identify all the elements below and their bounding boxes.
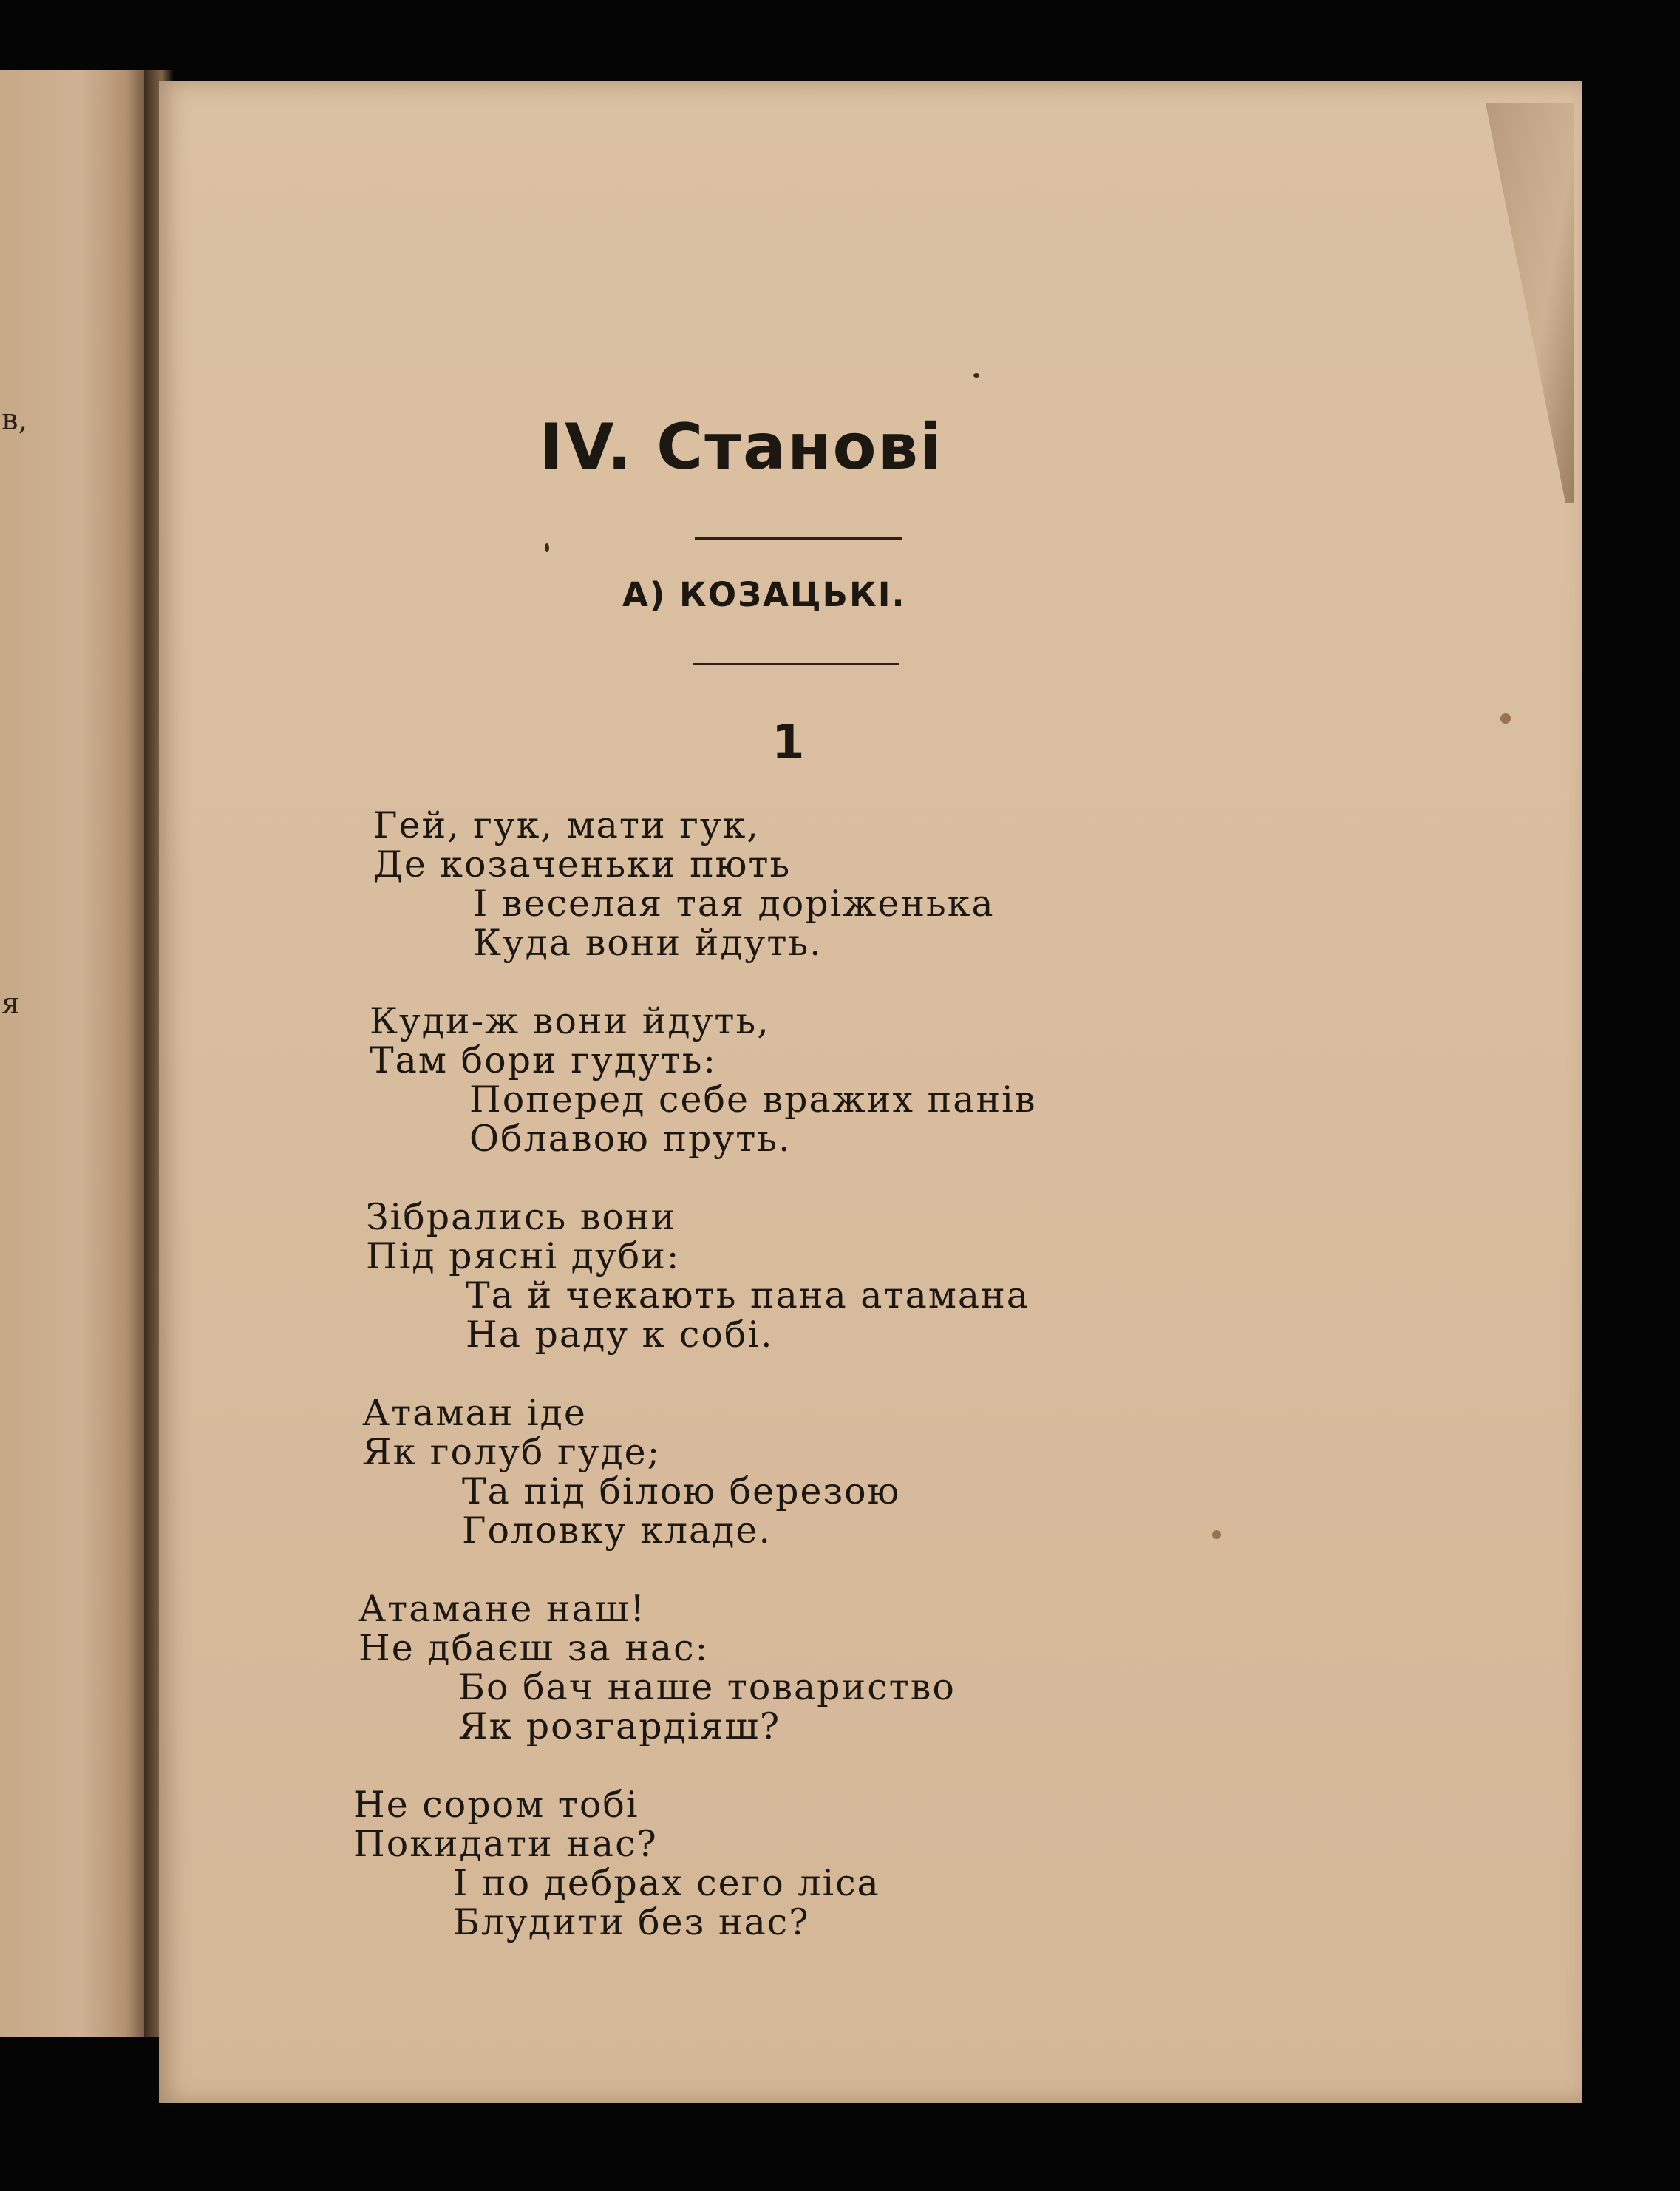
verse-line: Не дбаєш за нас: [358, 1627, 710, 1669]
verse-line: Як розгардіяш? [458, 1705, 781, 1747]
section-title: А) КОЗАЦЬКІ. [622, 575, 906, 614]
verse-line: Де козаченьки пють [373, 843, 792, 886]
verse-line: Куда вони йдуть. [473, 922, 823, 964]
verse-line: Поперед себе вражих панів [469, 1078, 1037, 1121]
verse-line: Блудити без нас? [453, 1901, 810, 1943]
verse-line: Головку кладе. [462, 1509, 772, 1552]
stanza-2 [370, 1002, 1036, 1158]
song-number: 1 [772, 716, 805, 770]
stanza-6 [353, 1785, 880, 1942]
verse-line: Та під білою березою [462, 1470, 901, 1512]
verse-line: Атамане наш! [358, 1588, 647, 1630]
divider-rule [693, 663, 899, 665]
stanza-4 [362, 1393, 900, 1550]
verse-line: Покидати нас? [353, 1823, 658, 1865]
verse-line: Там бори гудуть: [370, 1039, 717, 1081]
chapter-title: IV. Станові [540, 410, 943, 484]
paper-speck [973, 373, 979, 378]
verse-line: І по дебрах сего ліса [453, 1862, 880, 1904]
paper-speck [1500, 713, 1511, 724]
verse-line: Під рясні дуби: [366, 1235, 681, 1277]
verse-line: Не сором тобі [353, 1784, 639, 1826]
stanza-5 [358, 1589, 956, 1746]
verse-line: Гей, гук, мати гук, [373, 804, 760, 846]
verse-line: Облавою пруть. [469, 1118, 792, 1160]
divider-rule [695, 537, 902, 540]
paper-speck [545, 543, 549, 552]
stanza-3 [366, 1198, 1030, 1354]
left-page-fragment: в, [1, 403, 28, 437]
verse-line: Зібрались вони [366, 1196, 677, 1238]
verse-line: Куди-ж вони йдуть, [370, 1000, 770, 1042]
verse-line: Атаман іде [362, 1392, 587, 1434]
verse-line: На раду к собі. [466, 1314, 774, 1356]
verse-line: І веселая тая доріженька [473, 883, 995, 925]
verse-line: Та й чекають пана атамана [466, 1274, 1030, 1317]
verse-line: Як голуб гуде; [362, 1431, 662, 1473]
left-page-fragment: я [1, 987, 21, 1021]
verse-line: Бо бач наше товариство [458, 1666, 956, 1708]
stanza-1 [373, 806, 995, 962]
paper-speck [1212, 1530, 1221, 1539]
